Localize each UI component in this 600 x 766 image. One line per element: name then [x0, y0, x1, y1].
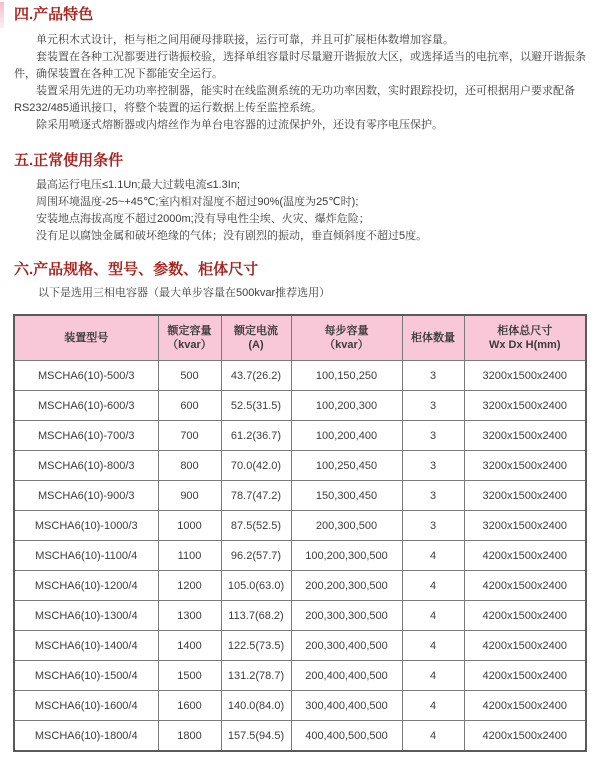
spec-selection-note: 以下是选用三相电容器（最大单步容量在500kvar推荐选用） — [38, 287, 331, 299]
table-cell: 3200x1500x2400 — [464, 361, 586, 391]
table-row — [14, 481, 586, 511]
table-cell: 3200x1500x2400 — [464, 451, 586, 481]
table-cell: 78.7(47.2) — [221, 481, 291, 511]
table-cell: MSCHA6(10)-1500/4 — [14, 661, 158, 691]
table-row — [14, 691, 586, 721]
table-cell: MSCHA6(10)-1100/4 — [14, 541, 158, 571]
table-cell: 4 — [402, 691, 464, 721]
table-cell: MSCHA6(10)-600/3 — [14, 391, 158, 421]
table-cell: 700 — [158, 421, 221, 451]
table-cell: 200,200,300,500 — [291, 571, 402, 601]
table-cell: 500 — [158, 361, 221, 391]
table-cell: 200,400,400,500 — [291, 661, 402, 691]
header-label: 柜体数量 — [411, 332, 455, 344]
col-header-rated-capacity — [158, 315, 221, 361]
table-cell: MSCHA6(10)-1000/3 — [14, 511, 158, 541]
table-cell: 4200x1500x2400 — [464, 541, 586, 571]
table-cell: 131.2(78.7) — [221, 661, 291, 691]
table-cell: 900 — [158, 481, 221, 511]
table-cell: 400,400,500,500 — [291, 721, 402, 752]
table-cell: 3 — [402, 421, 464, 451]
table-cell: 52.5(31.5) — [221, 391, 291, 421]
col-header-cabinet-size — [464, 315, 586, 361]
table-cell: 4200x1500x2400 — [464, 691, 586, 721]
paragraph: 套装置在各种工况都要进行谐振校验，选择单组容量时尽量避开谐振放大区，或选择适当的电抗率，以避开谐振条件，确保装置在各种工况下都能安全运行。 — [14, 51, 586, 80]
condition-line: 没有足以腐蚀金属和破坏绝缘的气体；没有剧烈的振动，垂直倾斜度不超过5度。 — [36, 230, 428, 242]
table-cell: MSCHA6(10)-1600/4 — [14, 691, 158, 721]
table-cell: 140.0(84.0) — [221, 691, 291, 721]
table-row — [14, 391, 586, 421]
table-row — [14, 601, 586, 631]
table-cell: 3 — [402, 451, 464, 481]
table-cell: MSCHA6(10)-1800/4 — [14, 721, 158, 752]
table-cell: 113.7(68.2) — [221, 601, 291, 631]
table-cell: MSCHA6(10)-900/3 — [14, 481, 158, 511]
table-row — [14, 361, 586, 391]
section-features-body — [0, 32, 600, 134]
table-cell: 105.0(63.0) — [221, 571, 291, 601]
paragraph: 单元积木式设计，柜与柜之间用硬母排联接，运行可靠，并且可扩展柜体数增加容量。 — [36, 34, 454, 46]
header-label: 柜体总尺寸 — [497, 325, 553, 337]
table-cell: 87.5(52.5) — [221, 511, 291, 541]
header-unit: (A) — [248, 339, 264, 351]
table-row — [14, 571, 586, 601]
table-cell: 1200 — [158, 571, 221, 601]
table-cell: 96.2(57.7) — [221, 541, 291, 571]
table-cell: 3200x1500x2400 — [464, 511, 586, 541]
table-cell: 3 — [402, 361, 464, 391]
table-cell: 4 — [402, 541, 464, 571]
table-cell: 1600 — [158, 691, 221, 721]
table-cell: 3 — [402, 511, 464, 541]
table-cell: 200,300,500 — [291, 511, 402, 541]
table-cell: MSCHA6(10)-1400/4 — [14, 631, 158, 661]
header-label: 额定容量 — [167, 325, 212, 337]
table-row — [14, 511, 586, 541]
table-cell: 4 — [402, 721, 464, 752]
section-conditions-body — [0, 177, 600, 245]
table-cell: 1500 — [158, 661, 221, 691]
spec-table — [13, 314, 587, 752]
paragraph: 除采用喷逐式熔断器或内熔丝作为单台电容器的过流保护外，还设有零序电压保护。 — [36, 119, 443, 131]
table-cell: 3200x1500x2400 — [464, 421, 586, 451]
table-cell: 100,200,300 — [291, 391, 402, 421]
table-cell: MSCHA6(10)-1200/4 — [14, 571, 158, 601]
table-cell: 3 — [402, 481, 464, 511]
spec-table-body — [14, 361, 586, 752]
table-row — [14, 541, 586, 571]
section-heading-conditions: 五.正常使用条件 — [14, 152, 124, 169]
table-cell: MSCHA6(10)-700/3 — [14, 421, 158, 451]
table-cell: 150,300,450 — [291, 481, 402, 511]
paragraph: 装置采用先进的无功功率控制器，能实时在线监测系统的无功功率因数，实时跟踪投切，还可根据用户要求配备RS232/485通讯接口，将整个装置的运行数据上传至监控系统。 — [14, 85, 575, 114]
condition-line: 周围环境温度-25~+45℃;室内相对湿度不超过90%(温度为25℃时); — [36, 196, 359, 208]
table-row — [14, 631, 586, 661]
table-cell: 4200x1500x2400 — [464, 721, 586, 752]
table-cell: 4 — [402, 601, 464, 631]
table-cell: 100,200,400 — [291, 421, 402, 451]
table-cell: 300,400,400,500 — [291, 691, 402, 721]
table-cell: 4 — [402, 631, 464, 661]
col-header-model — [14, 315, 158, 361]
header-label: 装置型号 — [64, 332, 109, 344]
table-cell: 1400 — [158, 631, 221, 661]
header-row — [14, 315, 586, 361]
table-cell: 4 — [402, 571, 464, 601]
table-cell: 4200x1500x2400 — [464, 631, 586, 661]
table-cell: 100,150,250 — [291, 361, 402, 391]
table-cell: 800 — [158, 451, 221, 481]
table-row — [14, 721, 586, 752]
condition-line: 最高运行电压≤1.1Un;最大过载电流≤1.3In; — [36, 179, 241, 191]
table-cell: 4200x1500x2400 — [464, 601, 586, 631]
table-cell: 3200x1500x2400 — [464, 391, 586, 421]
section-heading-specs: 六.产品规格、型号、参数、柜体尺寸 — [14, 261, 259, 278]
table-cell: 70.0(42.0) — [221, 451, 291, 481]
table-cell: 157.5(94.5) — [221, 721, 291, 752]
table-cell: 61.2(36.7) — [221, 421, 291, 451]
section-heading-features: 四.产品特色 — [14, 6, 94, 23]
table-cell: 4200x1500x2400 — [464, 661, 586, 691]
table-cell: 200,300,300,500 — [291, 601, 402, 631]
col-header-rated-current — [221, 315, 291, 361]
table-row — [14, 421, 586, 451]
col-header-cabinet-count — [402, 315, 464, 361]
table-cell: 4 — [402, 661, 464, 691]
table-cell: 100,200,300,500 — [291, 541, 402, 571]
condition-line: 安装地点海拔高度不超过2000m;没有导电性尘埃、火灾、爆炸危险； — [36, 213, 370, 225]
table-cell: 1100 — [158, 541, 221, 571]
header-unit: （kvar） — [167, 339, 212, 351]
spec-table-head — [14, 315, 586, 361]
table-cell: 4200x1500x2400 — [464, 571, 586, 601]
table-cell: 1800 — [158, 721, 221, 752]
header-label: 额定电流 — [234, 325, 278, 337]
header-unit: （kvar） — [324, 339, 369, 351]
header-unit: Wx Dx H(mm) — [488, 339, 561, 351]
table-cell: MSCHA6(10)-800/3 — [14, 451, 158, 481]
table-cell: 100,250,450 — [291, 451, 402, 481]
table-row — [14, 661, 586, 691]
page-edge-artifact — [0, 2, 4, 28]
table-cell: 600 — [158, 391, 221, 421]
col-header-step-capacity — [291, 315, 402, 361]
table-cell: MSCHA6(10)-1300/4 — [14, 601, 158, 631]
header-label: 每步容量 — [324, 325, 369, 337]
table-row — [14, 451, 586, 481]
table-cell: 1000 — [158, 511, 221, 541]
table-cell: 200,300,400,500 — [291, 631, 402, 661]
table-cell: 3 — [402, 391, 464, 421]
table-cell: 3200x1500x2400 — [464, 481, 586, 511]
table-cell: 43.7(26.2) — [221, 361, 291, 391]
table-cell: MSCHA6(10)-500/3 — [14, 361, 158, 391]
table-cell: 122.5(73.5) — [221, 631, 291, 661]
table-cell: 1300 — [158, 601, 221, 631]
